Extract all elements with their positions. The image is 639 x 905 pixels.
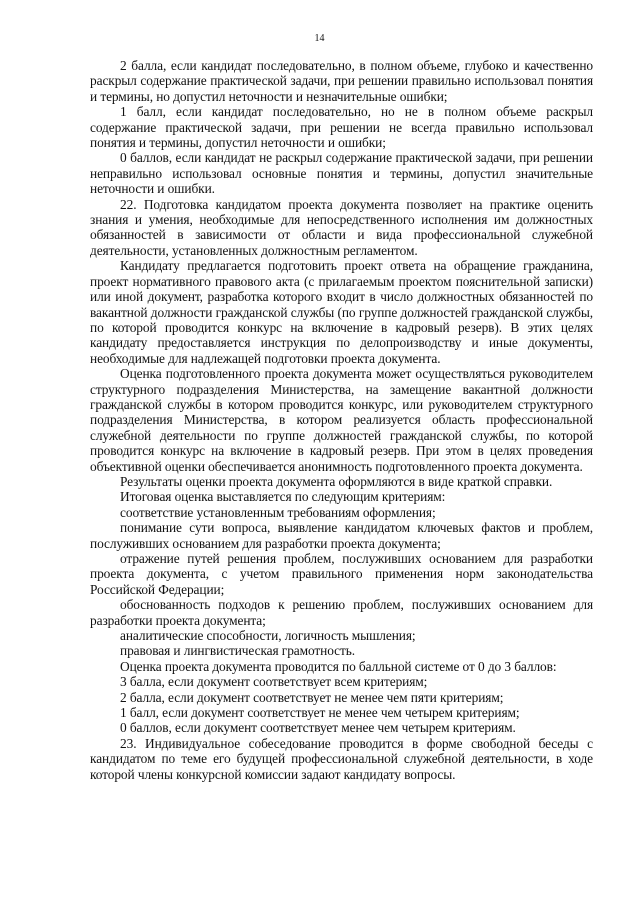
paragraph-score-1-task: 1 балл, если кандидат последовательно, но не в полном объеме раскрыл содержание практической задачи, при решении не всегда правильно использовал понятия и термины, допустил неточности и ошибки;	[90, 104, 593, 151]
paragraph-score-0-task: 0 баллов, если кандидат не раскрыл содержание практической задачи, при решении неправильно использовал основные понятия и термины, допустил значительные неточности и ошибки.	[90, 150, 593, 197]
paragraph-criterion-understanding: понимание сути вопроса, выявление кандидатом ключевых фактов и проблем, послуживших основанием для разработки проекта документа;	[90, 520, 593, 551]
paragraph-evaluation: Оценка подготовленного проекта документа может осуществляться руководителем структурного подразделения Министерства, на замещение вакантной должности гражданской службы в котором проводится конкурс, или руководителем структурного подразделения Министерства, в котором реализуется область профессиональной служебной деятельности по группе должностей гражданской службы, по которой проводится конкурс на включение в кадровый резерв. При этом в целях проведения объективной оценки обеспечивается анонимность подготовленного проекта документа.	[90, 366, 593, 474]
paragraph-score-2-task: 2 балла, если кандидат последовательно, в полном объеме, глубоко и качественно раскрыл содержание практической задачи, при решении правильно использовал понятия и термины, но допустил неточности и незначительные ошибки;	[90, 58, 593, 104]
paragraph-item-23: 23. Индивидуальное собеседование проводится в форме свободной беседы с кандидатом по теме его будущей профессиональной служебной деятельности, в ходе которой члены конкурсной комиссии задают кандидату вопросы.	[90, 735, 593, 782]
paragraph-doc-score-0: 0 баллов, если документ соответствует менее чем четырем критериям.	[120, 720, 516, 736]
paragraph-doc-score-1: 1 балл, если документ соответствует не менее чем четырем критериям;	[120, 705, 520, 721]
document-body	[90, 58, 593, 782]
paragraph-scoring-system: Оценка проекта документа проводится по балльной системе от 0 до 3 баллов:	[120, 658, 557, 674]
paragraph-criteria-intro: Итоговая оценка выставляется по следующим критериям:	[120, 489, 446, 505]
paragraph-candidate-task: Кандидату предлагается подготовить проект ответа на обращение гражданина, проект нормативного правового акта (с прилагаемым проектом пояснительной записки) или иной документ, разработка которого входит в число должностных обязанностей по вакантной должности гражданской службы (по группе должностей гражданской службы, по которой проводится конкурс на включение в кадровый резерв). В этих целях кандидату предоставляется инструкция по делопроизводству и иные документы, необходимые для надлежащей подготовки проекта документа.	[90, 258, 593, 366]
paragraph-criterion-solutions: отражение путей решения проблем, послуживших основанием для разработки проекта документа, с учетом правильного применения норм законодательства Российской Федерации;	[90, 551, 593, 597]
paragraph-doc-score-2: 2 балла, если документ соответствует не менее чем пяти критериям;	[120, 689, 504, 705]
paragraph-criterion-formatting: соответствие установленным требованиям оформления;	[120, 504, 436, 520]
paragraph-results: Результаты оценки проекта документа оформляются в виде краткой справки.	[120, 473, 553, 489]
paragraph-criterion-literacy: правовая и лингвистическая грамотность.	[120, 643, 356, 659]
page-number: 14	[314, 33, 325, 44]
paragraph-doc-score-3: 3 балла, если документ соответствует всем критериям;	[120, 674, 428, 690]
paragraph-criterion-validity: обоснованность подходов к решению проблем, послуживших основанием для разработки проекта документа;	[90, 597, 593, 628]
paragraph-item-22: 22. Подготовка кандидатом проекта документа позволяет на практике оценить знания и умения, необходимые для непосредственного исполнения им должностных обязанностей в зависимости от области и вида профессиональной служебной деятельности, установленных должностным регламентом.	[90, 196, 593, 258]
paragraph-criterion-analytics: аналитические способности, логичность мышления;	[120, 628, 416, 644]
